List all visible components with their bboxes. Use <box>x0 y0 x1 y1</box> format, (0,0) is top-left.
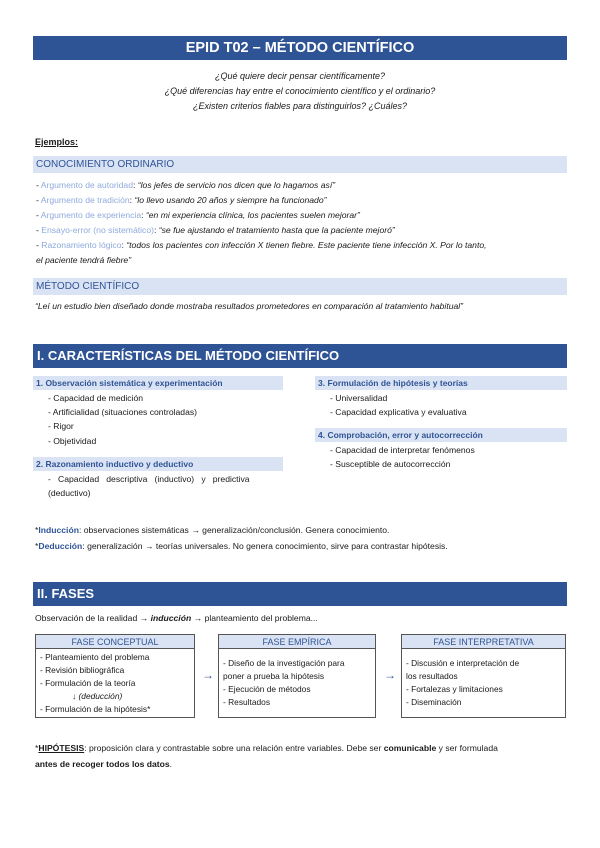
intro-questions <box>33 69 567 114</box>
question-3: ¿Existen criterios fiables para distinguirlos? ¿Cuáles? <box>192 101 408 111</box>
list-item: ↓ (deducción) <box>72 691 123 701</box>
list-item: - Capacidad de medición <box>48 393 144 403</box>
list-item: - Formulación de la teoría <box>40 678 136 688</box>
characteristic-4-heading: 4. Comprobación, error y autocorrección <box>315 428 567 442</box>
note-induccion: *Inducción: observaciones sistemáticas → generalización/conclusión. Genera conocimiento. <box>35 525 390 535</box>
ordinario-list <box>36 178 566 268</box>
list-item: - Revisión bibliográfica <box>40 665 125 675</box>
list-item-continuation: el paciente tendrá fiebre” <box>36 255 132 265</box>
page-title: EPID T02 – MÉTODO CIENTÍFICO <box>33 36 567 60</box>
characteristic-1-heading: 1. Observación sistemática y experimentación <box>33 376 283 390</box>
list-item-continuation: (deductivo) <box>48 488 91 498</box>
question-1: ¿Qué quiere decir pensar científicamente? <box>214 71 386 81</box>
section-1-title: I. CARACTERÍSTICAS DEL MÉTODO CIENTÍFICO <box>33 344 567 368</box>
list-item: - Rigor <box>48 421 74 431</box>
list-item: - Capacidad explicativa y evaluativa <box>330 407 467 417</box>
characteristic-2-heading: 2. Razonamiento inductivo y deductivo <box>33 457 283 471</box>
list-item: - Universalidad <box>330 393 388 403</box>
note-deduccion: *Deducción: generalización → teorías universales. No genera conocimiento, sirve para contrastar hipótesis. <box>35 541 448 551</box>
ordinario-heading: CONOCIMIENTO ORDINARIO <box>33 156 567 173</box>
list-item: - Artificialidad (situaciones controladas) <box>48 407 198 417</box>
metodo-heading: MÉTODO CIENTÍFICO <box>33 278 567 295</box>
list-item: los resultados <box>406 671 458 681</box>
question-2: ¿Qué diferencias hay entre el conocimiento científico y el ordinario? <box>164 86 436 96</box>
list-item: - Planteamiento del problema <box>40 652 150 662</box>
fase-interpretativa-box <box>401 634 566 718</box>
characteristic-3-heading: 3. Formulación de hipótesis y teorías <box>315 376 567 390</box>
list-item: - Capacidad descriptiva (inductivo) y predictiva <box>48 474 250 484</box>
list-item: - Formulación de la hipótesis* <box>40 704 151 714</box>
section-2-title: II. FASES <box>33 582 567 606</box>
list-item: - Razonamiento lógico: “todos los pacientes con infección X tienen fiebre. Este paciente tiene infección X. Por lo tanto, <box>36 240 487 250</box>
list-item: - Ensayo-error (no sistemático): “se fue ajustando el tratamiento hasta que la paciente mejoró” <box>36 225 395 235</box>
list-item: - Discusión e interpretación de <box>406 658 520 668</box>
examples-label: Ejemplos: <box>35 137 79 147</box>
list-item: - Susceptible de autocorrección <box>330 459 451 469</box>
list-item: - Argumento de tradición: “lo llevo usando 20 años y siempre ha funcionado” <box>36 195 327 205</box>
arrow-icon: → <box>202 668 214 682</box>
arrow-icon: → <box>384 668 396 682</box>
list-item: - Objetividad <box>48 436 97 446</box>
fase-conceptual-heading: FASE CONCEPTUAL <box>36 635 194 649</box>
observation-line: Observación de la realidad → inducción → planteamiento del problema... <box>35 613 318 623</box>
metodo-quote: “Leí un estudio bien diseñado donde mostraba resultados prometedores en comparación al tratamiento habitual” <box>35 301 464 311</box>
fase-interpretativa-heading: FASE INTERPRETATIVA <box>402 635 565 649</box>
list-item: - Resultados <box>223 697 271 707</box>
fase-conceptual-box <box>35 634 195 718</box>
fase-empirica-heading: FASE EMPÍRICA <box>219 635 375 649</box>
list-item: - Diseño de la investigación para <box>223 658 345 668</box>
list-item: - Fortalezas y limitaciones <box>406 684 503 694</box>
list-item: - Argumento de autoridad: “los jefes de servicio nos dicen que lo hagamos así” <box>36 180 336 190</box>
list-item: - Capacidad de interpretar fenómenos <box>330 445 475 455</box>
fase-empirica-box <box>218 634 376 718</box>
list-item: - Diseminación <box>406 697 462 707</box>
list-item: - Ejecución de métodos <box>223 684 311 694</box>
list-item: - Argumento de experiencia: “en mi experiencia clínica, los pacientes suelen mejorar” <box>36 210 360 220</box>
list-item: poner a prueba la hipótesis <box>223 671 325 681</box>
hipotesis-note: *HIPÓTESIS: proposición clara y contrastable sobre una relación entre variables. Debe ser comunicable y ser formulada antes de recoger todos los datos. <box>35 743 498 769</box>
